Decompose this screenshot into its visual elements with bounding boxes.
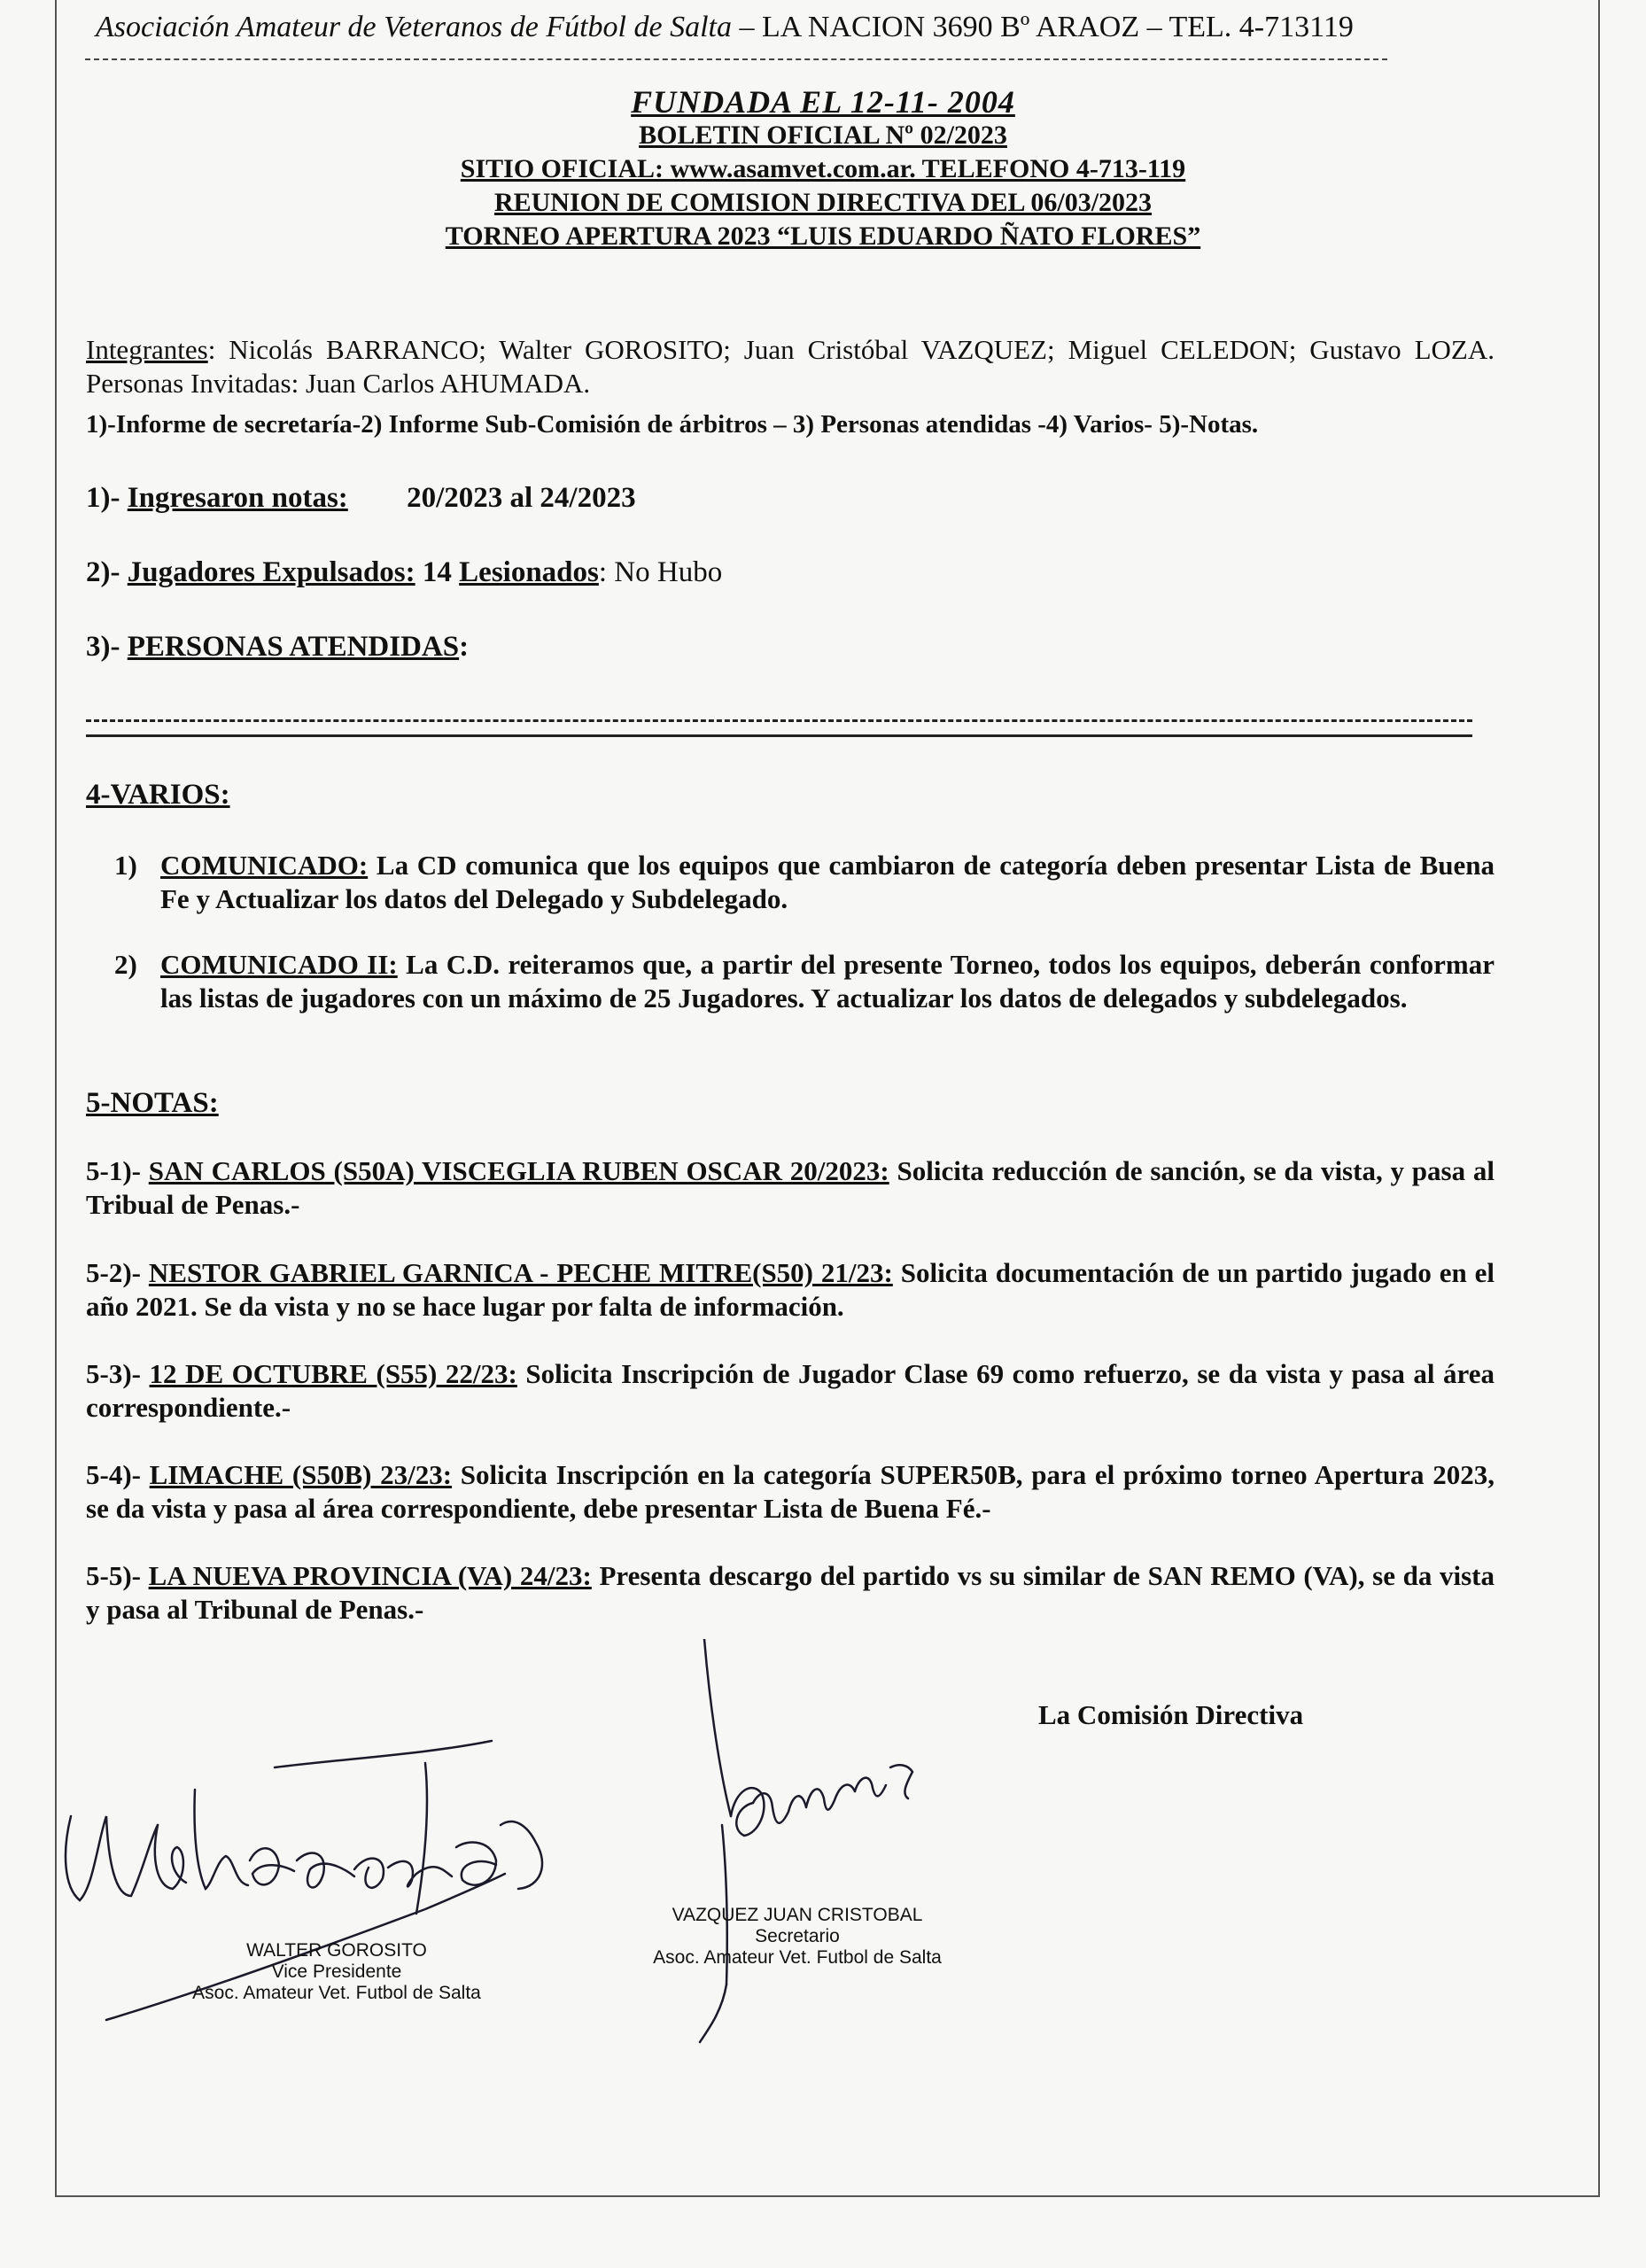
signature-right-block xyxy=(638,1905,957,1969)
signature-right-name: VAZQUEZ JUAN CRISTOBAL xyxy=(672,1905,923,1925)
nota-text: Solicita documentación de un partido jugado en el año 2021. Se da vista y no se hace lugar por falta de información. xyxy=(86,1257,1495,1322)
section-2-value2: : No Hubo xyxy=(598,556,723,588)
nota-prefix: 5-4)- xyxy=(86,1459,150,1490)
nota-item xyxy=(86,1357,1495,1425)
nota-text: Solicita Inscripción de Jugador Clase 69 como refuerzo, se da vista y pasa al área correspondiente.- xyxy=(86,1358,1495,1423)
nota-label: NESTOR GABRIEL GARNICA - PECHE MITRE(S50) 21/23: xyxy=(148,1257,893,1288)
varios-item-number: 1) xyxy=(114,850,137,881)
varios-item-number: 2) xyxy=(114,949,137,980)
org-name: Asociación Amateur de Veteranos de Fútbol de Salta xyxy=(96,11,732,43)
section-2-label: Jugadores Expulsados: xyxy=(127,556,415,588)
section-2 xyxy=(86,555,1495,589)
torneo-line: TORNEO APERTURA 2023 “LUIS EDUARDO ÑATO FLORES” xyxy=(445,221,1201,251)
signature-right-org: Asoc. Amateur Vet. Futbol de Salta xyxy=(653,1947,942,1968)
integrantes-label: Integrantes xyxy=(86,334,208,365)
nota-item xyxy=(86,1256,1495,1324)
section-3 xyxy=(86,630,1495,664)
sitio-line: SITIO OFICIAL: www.asamvet.com.ar. TELEFONO 4-713-119 xyxy=(460,154,1186,183)
signature-left-role: Vice Presidente xyxy=(271,1961,402,1982)
divider-dashed xyxy=(86,719,1472,722)
section-1-label: Ingresaron notas: xyxy=(127,482,348,514)
section-3-colon: : xyxy=(459,631,470,663)
varios-heading: 4-VARIOS: xyxy=(86,779,230,811)
varios-item-text: La C.D. reiteramos que, a partir del presente Torneo, todos los equipos, deberán conformar las listas de jugadores con un máximo de 25 Jugadores. Y actualizar los datos de delegados y subdelegados. xyxy=(160,949,1495,1014)
nota-label: 12 DE OCTUBRE (S55) 22/23: xyxy=(149,1358,517,1389)
section-3-label: PERSONAS ATENDIDAS xyxy=(127,631,460,663)
divider-solid xyxy=(86,734,1472,737)
closing-text: La Comisión Directiva xyxy=(1038,1699,1304,1730)
section-3-prefix: 3)- xyxy=(86,631,128,663)
header-divider xyxy=(85,58,1387,60)
nota-prefix: 5-5)- xyxy=(86,1560,149,1591)
nota-label: LA NUEVA PROVINCIA (VA) 24/23: xyxy=(148,1560,592,1591)
varios-item xyxy=(86,948,1495,1015)
nota-item xyxy=(86,1559,1495,1627)
integrantes-text: : Nicolás BARRANCO; Walter GOROSITO; Juan Cristóbal VAZQUEZ; Miguel CELEDON; Gustavo LOZA. Personas Invitadas: Juan Carlos AHUMADA. xyxy=(86,334,1495,399)
notas-heading: 5-NOTAS: xyxy=(86,1087,219,1119)
section-2-label2: Lesionados xyxy=(459,556,599,588)
fundada-line: FUNDADA EL 12-11- 2004 xyxy=(631,84,1015,120)
varios-item-label: COMUNICADO: xyxy=(160,850,369,881)
nota-text: Solicita Inscripción en la categoría SUPER50B, para el próximo torneo Apertura 2023, se da vista y pasa al área correspondiente, debe presentar Lista de Buena Fé.- xyxy=(86,1459,1495,1524)
letterhead xyxy=(96,11,1354,44)
section-1-value: 20/2023 al 24/2023 xyxy=(407,482,636,514)
nota-label: LIMACHE (S50B) 23/23: xyxy=(149,1459,453,1490)
nota-label: SAN CARLOS (S50A) VISCEGLIA RUBEN OSCAR 20/2023: xyxy=(148,1155,889,1186)
title-block xyxy=(0,85,1646,253)
nota-text: Presenta descargo del partido vs su similar de SAN REMO (VA), se da vista y pasa al Tribunal de Penas.- xyxy=(86,1560,1495,1625)
nota-prefix: 5-1)- xyxy=(86,1155,149,1186)
signature-left-block xyxy=(177,1940,496,2004)
boletin-line: BOLETIN OFICIAL Nº 02/2023 xyxy=(639,120,1007,150)
nota-prefix: 5-2)- xyxy=(86,1257,149,1288)
signature-right xyxy=(673,1639,974,2047)
nota-prefix: 5-3)- xyxy=(86,1358,150,1389)
agenda-line: 1)-Informe de secretaría-2) Informe Sub-Comisión de árbitros – 3) Personas atendidas -4) Varios- 5)-Notas. xyxy=(86,410,1259,439)
reunion-line: REUNION DE COMISION DIRECTIVA DEL 06/03/2023 xyxy=(493,188,1153,217)
varios-item xyxy=(86,849,1495,916)
section-2-value: 14 xyxy=(415,556,460,588)
nota-item xyxy=(86,1458,1495,1526)
varios-item-text: La CD comunica que los equipos que cambiaron de categoría deben presentar Lista de Buena Fe y Actualizar los datos del Delegado y Subdelegado. xyxy=(160,850,1495,914)
signature-right-role: Secretario xyxy=(755,1926,840,1946)
signature-left-org: Asoc. Amateur Vet. Futbol de Salta xyxy=(192,1983,481,2003)
org-address: – LA NACION 3690 Bº ARAOZ – TEL. 4-713119 xyxy=(731,11,1354,43)
section-1 xyxy=(86,481,1495,515)
varios-item-label: COMUNICADO II: xyxy=(160,949,398,980)
signature-left-name: WALTER GOROSITO xyxy=(246,1940,427,1961)
nota-item xyxy=(86,1154,1495,1222)
section-1-prefix: 1)- xyxy=(86,482,128,514)
nota-text: Solicita reducción de sanción, se da vista, y pasa al Tribual de Penas.- xyxy=(86,1155,1495,1220)
section-2-prefix: 2)- xyxy=(86,556,128,588)
integrantes-paragraph xyxy=(86,333,1495,400)
